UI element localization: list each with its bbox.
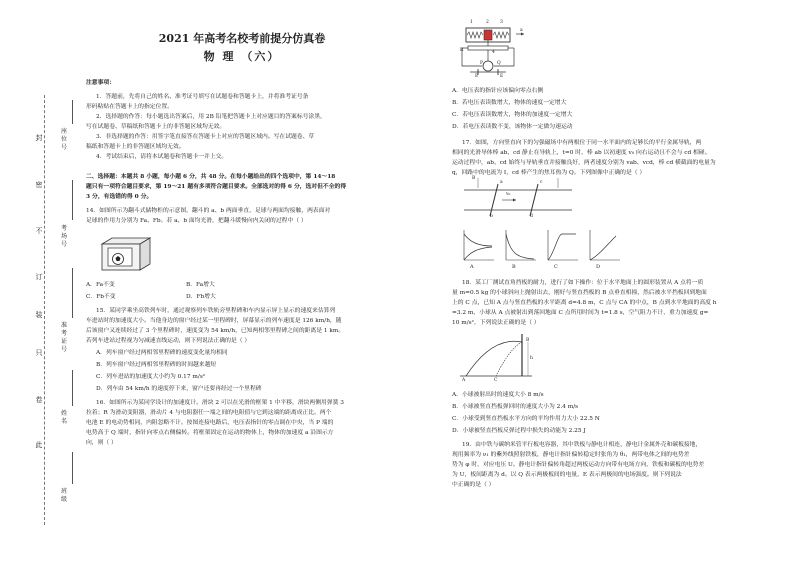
- field-exam-room: 考场号: [60, 225, 67, 248]
- q16-label: E: [475, 74, 479, 79]
- q19-stem: 势为 φ 时，对应电压 U。静电计指针偏转角超过两板运动方向带有电场方向，铁板和碳板的电势差: [452, 462, 705, 468]
- q17-graph-label: B: [512, 264, 516, 270]
- q16-stem: 拉着；R 为滑动变阻器，滑动片 4 与电阻器任一端之间的电阻值与它到这端的距离成正比。两个: [86, 410, 332, 416]
- binding-char: 订: [35, 273, 43, 281]
- q17-graphs: [456, 226, 626, 270]
- q16-label: 1: [470, 20, 473, 25]
- q16-label: E: [500, 74, 504, 79]
- q19-stem: 现用频率为 ν₁ 的紫外线照射铁板，静电计指针偏转稳定时张角为 θ₁，两带电体之间的电势差: [452, 452, 690, 458]
- field-line: [72, 180, 73, 220]
- notes-heading: 注意事项：: [86, 80, 115, 86]
- q17-stem: 17．如图，方向竖直向下的匀强磁场中有两根位于同一水平面内的足够长的平行金属导轨，两: [462, 140, 702, 146]
- q17-graph-label: D: [596, 264, 601, 270]
- binding-char: 装: [35, 311, 43, 319]
- field-line: [72, 100, 73, 124]
- note-line: 2．选择题的作答：每小题选出答案后，用 2B 铅笔把答题卡上对应题目的答案标号涂黑，: [96, 114, 326, 120]
- q17-label: a: [500, 180, 503, 185]
- q14-cabinet-figure: [96, 234, 160, 274]
- binding-char: 此: [35, 441, 43, 449]
- q18-option: D．小球被竖直挡板反弹过程中损失的动能为 2.25 J: [452, 428, 586, 434]
- q16-stem: 电势高于 Q 端时，指针向零点右侧偏转。将框架固定在运动的物体上，物体的加速度 a 沿图示方: [86, 430, 334, 436]
- q16-label: P: [480, 61, 484, 66]
- q17-graph-label: C: [554, 264, 558, 270]
- q19-stem: 为 U，板间距离为 d。以 Q 表示两极板间的电量，E 表示两极间的电场强度。则下列说法: [452, 472, 682, 478]
- q17-graph-b: [506, 230, 536, 260]
- q16-stem: 16．如图所示为某同学设计的加速度计。滑块 2 可以在光滑的框架 1 中平移，滑块两侧用弹簧 3: [96, 400, 344, 406]
- note-line: 3．非选择题的作答：用签字笔直接答在答题卡上对应的答题区域内。写在试题卷、草: [96, 134, 315, 140]
- q15-option: B．列车窗户经过两相邻里程碑的时间越来越短: [96, 362, 217, 368]
- q17-stem: q，回路中的电流为 I，cd 棒产生的焦耳热为 Q。下列图像中正确的是（ ）: [452, 170, 646, 176]
- q14-option: B．Fa增大: [186, 282, 215, 288]
- q17-label: B: [472, 176, 476, 181]
- q19-stem: 19．由中铁与碳纳米管平行板电容器，其中铁板与静电计相连，静电计金属外壳和碳板接地，: [462, 442, 702, 448]
- q14-option: D．Fb增大: [186, 294, 216, 300]
- q18-trajectory-figure: [456, 328, 536, 384]
- note-line: 1．答题前，先将自己的姓名、准考证号填写在试题卷和答题卡上，并将准考证号条: [96, 94, 309, 100]
- q16-stem: 电池 E 的电动势相同，内阻忽略不计。按图连接电路后，电压表指针的零点调在中央，当 P 端的: [86, 420, 334, 426]
- note-line: 写在试题卷、草稿纸和答题卡上的非答题区域均无效。: [86, 124, 226, 130]
- q14-option: C．Fb不变: [86, 294, 116, 300]
- q15-stem: 15．某同学乘坐高铁列车时，通过观察列车铁轨旁里程碑和车内显示屏上显示的速度来估算列: [96, 308, 336, 314]
- section-instructions: 3 分，有选错的得 0 分。: [86, 194, 153, 200]
- section-instructions: 二、选择题：本题共 8 小题，每小题 6 分，共 48 分。在每小题给出的四个选项中，第 14～18: [86, 174, 336, 180]
- q18-stem: 上的 C 点，已知 A 点与竖直挡板的水平距离 d=4.8 m，C 点与 CA 的中点，B 点到水平地面的高度 h: [452, 300, 717, 306]
- q16-option: B．若电压表读数增大，物体的速度一定增大: [452, 100, 567, 106]
- q16-label: 2: [486, 20, 489, 25]
- q15-option: C．列车进站的加速度大小约为 0.17 m/s²: [96, 374, 206, 380]
- q17-rails-figure: [462, 176, 582, 222]
- q18-stem: 10 m/s²，下列说法正确的是（ ）: [452, 320, 540, 326]
- q16-stem: 向，则（ ）: [86, 440, 117, 446]
- q18-label: h: [530, 356, 533, 361]
- q14-stem: 14．如图所示为翻斗式储物柜的示意图，翻斗的 a、b 两面垂直，足球与两面均接触，两表面对: [86, 208, 331, 214]
- q16-label: a: [520, 28, 523, 33]
- note-line: 稿纸和答题卡上的非答题区域均无效。: [86, 144, 185, 150]
- q17-graph-a: [464, 230, 494, 260]
- field-line: [72, 452, 73, 484]
- q16-accelerometer-figure: [456, 22, 526, 78]
- q18-label: B: [526, 338, 530, 343]
- field-line: [72, 268, 73, 318]
- binding-char: 只: [35, 349, 43, 357]
- q18-stem: =3.2 m，小球从 A 点被射出到落回地面 C 点所用时间为 t=1.8 s，空气阻力不计，重力加速度 g=: [452, 310, 709, 316]
- section-instructions: 题只有一项符合题目要求，第 19～21 题有多项符合题目要求。全部选对的得 6 分，选对但不全的得: [86, 184, 347, 190]
- q17-graph-c: [548, 230, 578, 260]
- q15-option: A．列车窗户经过两相邻里程碑的速度变化量均相同: [96, 350, 228, 356]
- q18-option: C．小球受到竖直挡板水平方向的平均作用力大小 22.5 N: [452, 416, 600, 422]
- field-name: 姓名: [60, 410, 67, 425]
- q16-label: Q: [497, 61, 501, 66]
- field-class: 班级: [60, 488, 67, 503]
- q15-stem: 后该窗户又连续经过了 3 个里程碑时，速度变为 54 km/h，已知两相邻里程碑之间的距离是 1 km。: [86, 328, 345, 334]
- q17-stem: 相同的光滑导体棒 ab、cd 静止在导轨上，t=0 时，棒 ab 以初速度 v₀ 向右运动且不会与 cd 相碰。: [452, 150, 711, 156]
- q16-label: 4: [492, 50, 495, 55]
- q18-option: B．小球被竖直挡板弹回时的速度大小为 2.4 m/s: [452, 404, 579, 410]
- q18-label: C: [494, 378, 498, 383]
- q16-option: D．若电压表读数不变，该物体一定做匀速运动: [452, 124, 573, 130]
- q15-stem: 车进站时的加速度大小。当他身边的窗户经过某一里程碑时，屏幕显示的列车速度是 126 km/h，随: [86, 318, 342, 324]
- q17-label: d: [530, 214, 533, 219]
- binding-char: 封: [35, 134, 43, 142]
- field-admission-number: 准考证号: [60, 322, 67, 353]
- q15-stem: 若列车进站过程视为匀减速直线运动，则下列说法正确的是（ ）: [86, 338, 251, 344]
- q17-label: v₀: [506, 192, 511, 197]
- q17-label: c: [540, 180, 543, 185]
- q18-label: A: [462, 378, 466, 383]
- q16-option: C．若电压表读数增大，物体的加速度一定增大: [452, 112, 573, 118]
- binding-char: 卷: [35, 396, 43, 404]
- exam-subtitle: 物 理 （六）: [203, 50, 281, 63]
- note-line: 4．考试结束后，请将本试题卷和答题卡一并上交。: [96, 154, 228, 160]
- q17-graph-label: A: [470, 264, 474, 270]
- q18-stem: 18．某工厂测试直角挡板的耐力，进行了如下操作：位于水平地面上的圆形装置从 A 点将一质: [462, 280, 704, 286]
- binding-margin: [0, 0, 84, 562]
- binding-char: 密: [35, 181, 43, 189]
- q16-label: R: [460, 48, 464, 53]
- q15-option: D．列车由 54 km/h 的速度停下来，窗户还要再经过一个里程碑: [96, 386, 262, 392]
- q19-stem: 中正确的是（ ）: [452, 482, 495, 488]
- note-line: 形码粘贴在答题卡上的指定位置。: [86, 104, 173, 110]
- field-seat-number: 座位号: [60, 128, 67, 151]
- binding-char: 不: [35, 227, 43, 235]
- q18-option: A．小球被射出时的速度大小 8 m/s: [452, 392, 544, 398]
- q14-option: A．Fa不变: [86, 282, 115, 288]
- cut-line: [44, 95, 45, 525]
- q17-graph-d: [590, 230, 620, 260]
- exam-title: 2021 年高考名校考前提分仿真卷: [158, 32, 326, 45]
- q17-stem: 运动过程中，ab、cd 始终与导轨垂直并接触良好，两者速度分别为 vab、vcd，棒 cd 横截面的电量为: [452, 160, 716, 166]
- field-line: [72, 370, 73, 406]
- q14-stem: 足球的作用力分别为 Fa、Fb。若 a、b 面均光滑，把翻斗缓慢向内关闭的过程中（ ）: [86, 218, 307, 224]
- q17-label: b: [490, 214, 493, 219]
- q18-stem: 量 m=0.5 kg 的小球斜向上抛射出去，刚好与竖直挡板的 B 点垂直相撞，然后被水平挡板回到地面: [452, 290, 707, 296]
- q16-label: 3: [500, 20, 503, 25]
- q16-option: A．电压表的指针应该偏向零点右侧: [452, 88, 544, 94]
